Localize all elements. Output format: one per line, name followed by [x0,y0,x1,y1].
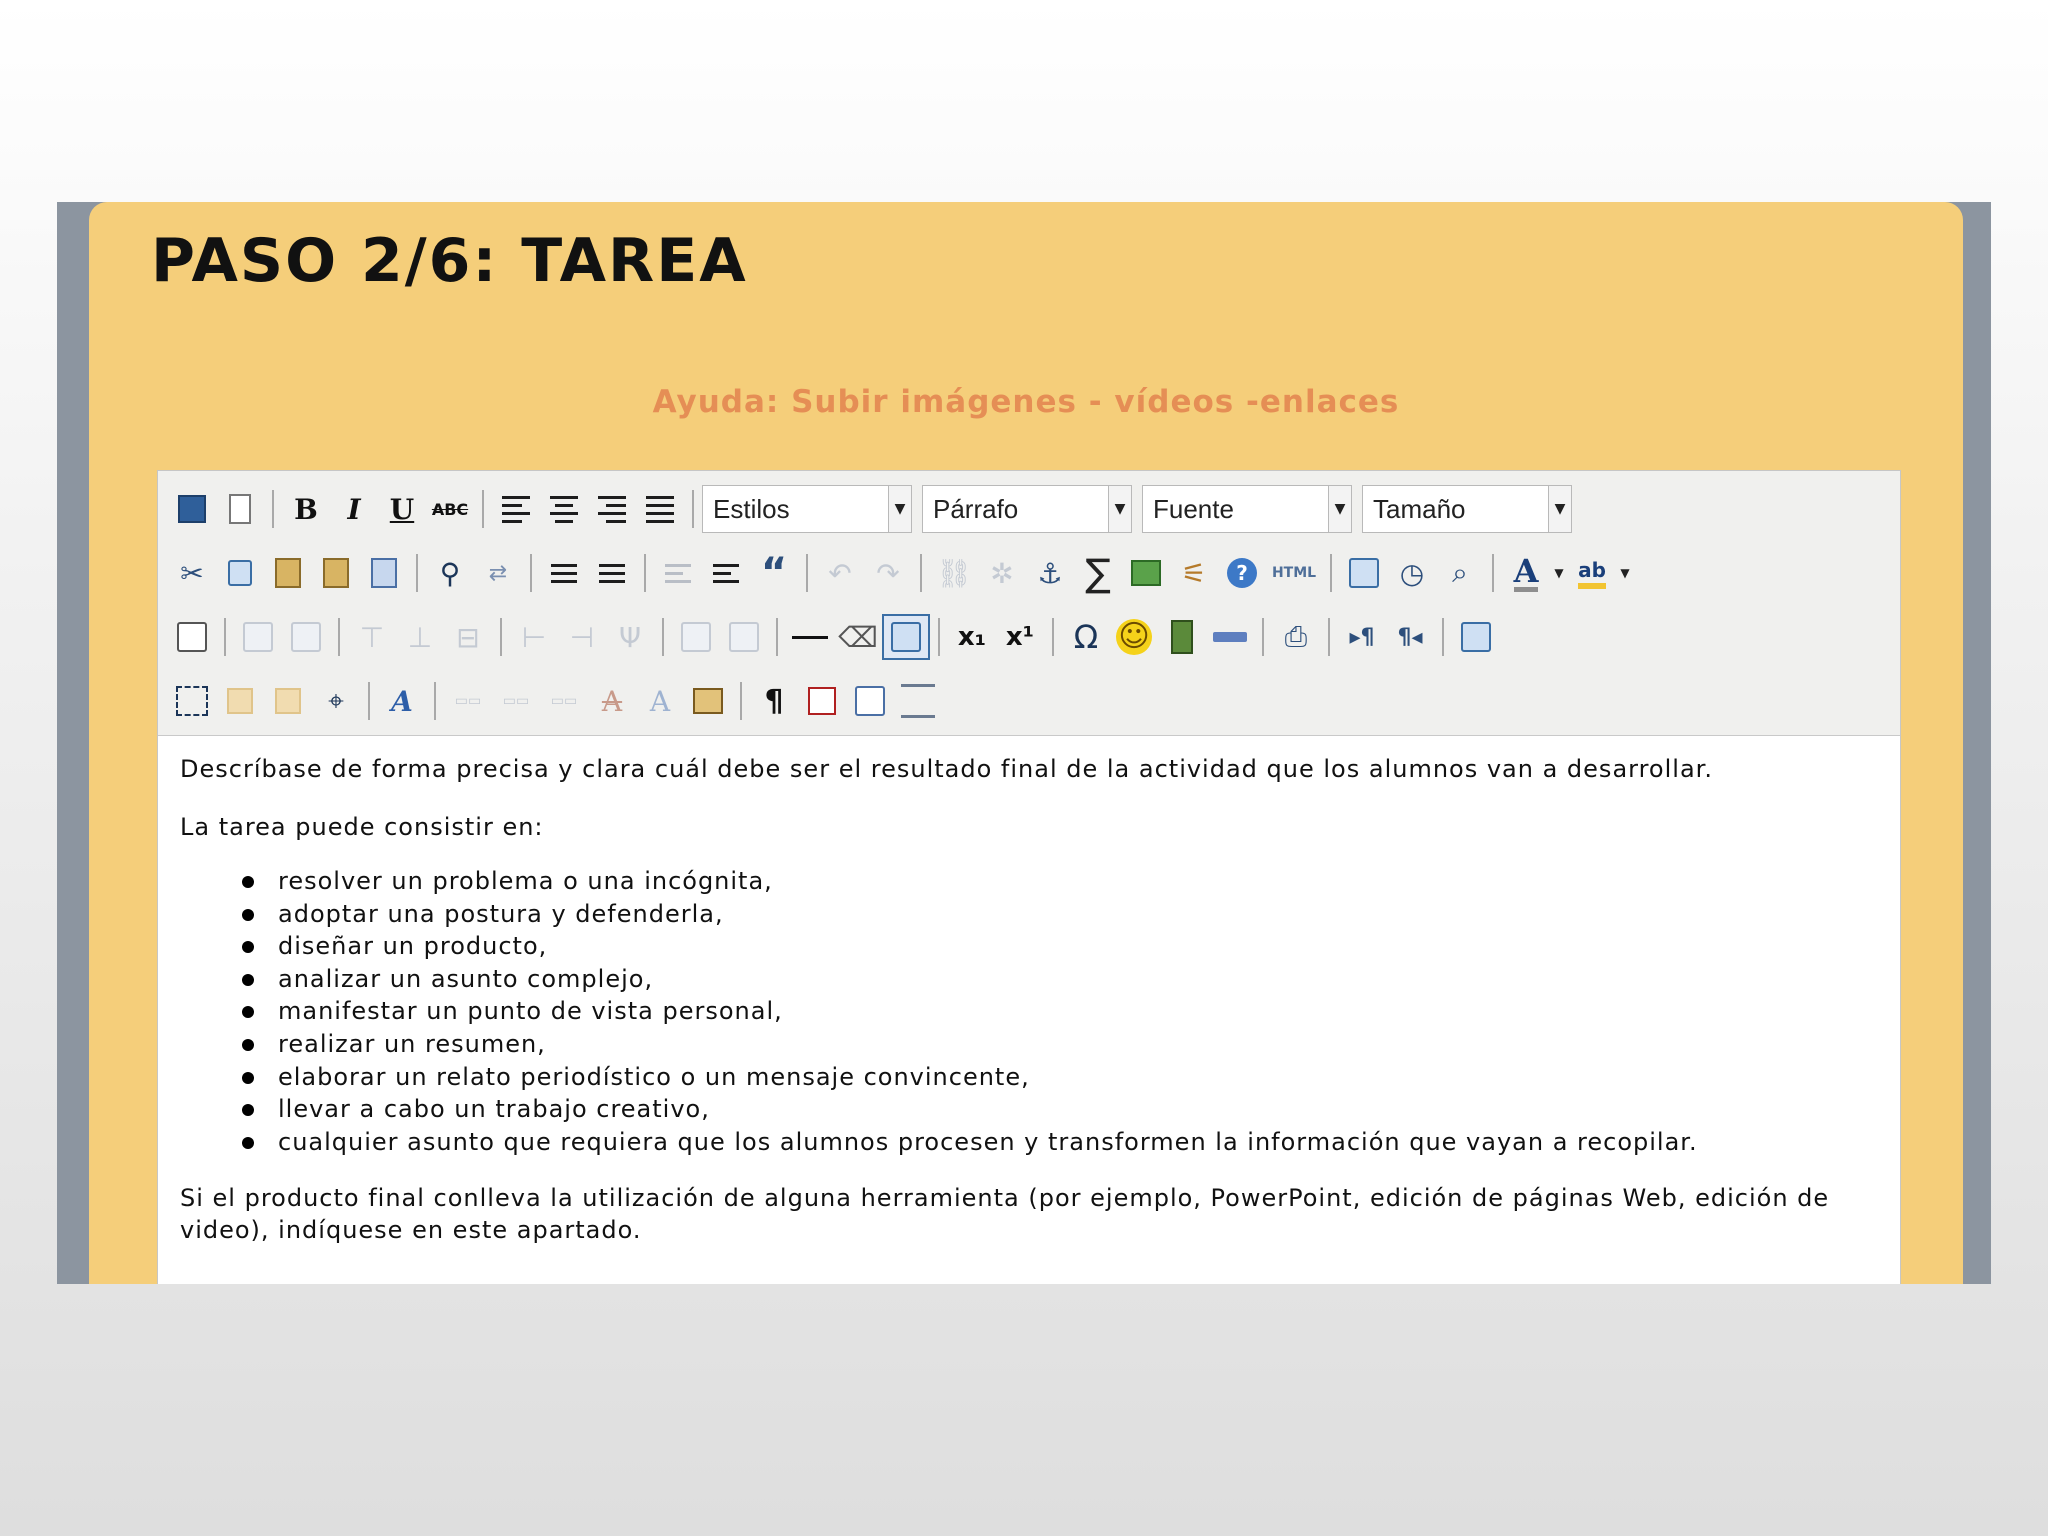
toolbar-separator [1492,554,1494,592]
merge-cells-button[interactable] [720,614,768,660]
horizontal-rule-button[interactable] [786,614,834,660]
chevron-down-icon: ▼ [1108,486,1131,532]
toolbar-separator [1330,554,1332,592]
bulleted-list-button[interactable] [540,550,588,596]
editor-toolbar [158,471,1900,736]
insert-time-button[interactable] [1388,550,1436,596]
toolbar-separator [662,618,664,656]
help-icon: ? [1227,558,1257,588]
edit-table-button[interactable] [168,614,216,660]
toolbar-row-2 [168,547,1634,599]
toolbar-separator [1052,618,1054,656]
chevron-down-icon: ▼ [1554,566,1564,580]
delete-row-icon: ⊟ [456,620,480,654]
col-before-button[interactable] [510,614,558,660]
save-icon [178,495,206,523]
ltr-icon: ▸¶ [1349,624,1375,650]
numbered-list-icon [599,564,625,583]
preview-button[interactable] [1436,550,1484,596]
delete-col-button[interactable] [606,614,654,660]
file-icon [855,686,885,716]
list-item: resolver un problema o una incógnita, [180,865,1880,898]
acronym-icon: ▭▭ [550,693,578,709]
link-icon: ⛓ [936,556,972,590]
styles-select-value: Estilos [713,494,790,524]
align-left-icon [502,496,530,523]
superscript-icon: x¹ [1005,622,1035,652]
help-link[interactable]: Ayuda: Subir imágenes - vídeos -enlaces [652,384,1400,420]
edit-icon [177,622,207,652]
smiley-icon: ☺ [1116,619,1152,655]
help-button[interactable] [1218,550,1266,596]
toolbar-separator [272,490,274,528]
toolbar-separator [416,554,418,592]
toolbar-separator [338,618,340,656]
style-props-button[interactable] [378,678,426,724]
paste-word-icon [371,558,397,588]
new-document-button[interactable] [216,486,264,532]
paste-button[interactable] [264,550,312,596]
abbreviation-icon: ▭▭ [502,693,530,709]
clock-icon: ◷ [1399,556,1425,590]
toolbar-separator [1328,618,1330,656]
toolbar-separator [644,554,646,592]
layer-icon [176,686,208,716]
undo-icon: ↶ [828,556,852,590]
cell-props-button[interactable] [282,614,330,660]
toolbar-row-1 [168,483,1582,535]
split-cells-icon [681,622,711,652]
printer-icon: ⎙ [1284,620,1308,653]
sigma-icon: ∑ [1085,551,1111,595]
intro-paragraph: Descríbase de forma precisa y clara cuál debe ser el resultado final de la actividad que los alumnos van a desarrollar. [180,755,1713,783]
omega-icon: Ω [1073,618,1099,656]
acronym-button[interactable] [540,678,588,724]
indent-icon [713,564,739,583]
styles-select[interactable] [702,485,912,533]
anchor-icon: ⚓ [1037,556,1063,590]
insertion-icon: A [649,684,671,718]
show-blocks-button[interactable] [750,678,798,724]
cite-icon: ▭▭ [454,693,482,709]
toolbar-separator [224,618,226,656]
blockquote-button[interactable] [750,550,798,596]
clipboard-icon [275,558,301,588]
replace-icon: ⇄ [488,560,508,586]
subscript-button[interactable] [948,614,996,660]
scissors-icon: ✂ [180,556,204,590]
font-select[interactable] [1142,485,1352,533]
list-item: realizar un resumen, [180,1028,1880,1061]
absolute-position-button[interactable] [312,678,360,724]
pilcrow-icon: ¶ [764,683,784,719]
insert-layer-button[interactable] [168,678,216,724]
rtl-icon: ¶◂ [1397,624,1423,650]
nbsp-icon [1213,632,1247,642]
attributes-button[interactable] [684,678,732,724]
link-button[interactable] [930,550,978,596]
numbered-list-button[interactable] [588,550,636,596]
list-item: cualquier asunto que requiera que los alumnos procesen y transformen la información que vayan a recopilar. [180,1126,1880,1159]
closing-paragraph: Si el producto final conlleva la utilización de alguna herramienta (por ejemplo, PowerPoint, edición de páginas Web, edición de video), indíquese en este apartado. [180,1184,1830,1245]
deletion-icon: A [601,684,623,718]
col-before-icon: ⊢ [521,620,547,654]
page-title: PASO 2/6: TAREA [151,226,748,296]
slide-frame [57,202,1991,1284]
table-cell-icon [291,622,321,652]
toolbar-separator [938,618,940,656]
font-color-icon: A [1513,551,1539,590]
preview-icon: ⌕ [1452,556,1468,589]
new-page-icon [229,494,251,524]
insert-date-button[interactable] [1340,550,1388,596]
size-select-value: Tamaño [1373,494,1466,524]
editor-content[interactable] [180,753,1880,1246]
insert-table-button[interactable] [882,614,930,660]
html-source-button[interactable] [1266,550,1322,596]
toolbar-separator [1262,618,1264,656]
chevron-down-icon: ▼ [1328,486,1351,532]
remove-format-button[interactable] [834,614,882,660]
subscript-icon: x₁ [957,622,987,652]
align-justify-icon [646,496,674,523]
redo-icon: ↷ [876,556,900,590]
align-right-icon [598,496,626,523]
replace-button[interactable] [474,550,522,596]
toolbar-separator [434,682,436,720]
fullscreen-button[interactable] [1452,614,1500,660]
move-backward-button[interactable] [264,678,312,724]
toolbar-row-4 [168,675,942,727]
chevron-down-icon: ▼ [888,486,911,532]
bold-icon: B [294,492,318,526]
task-list [180,865,1880,1158]
unlink-button[interactable] [978,550,1026,596]
align-center-icon [550,496,578,523]
paste-text-icon [323,558,349,588]
insert-image-button[interactable] [1122,550,1170,596]
math-button[interactable] [1074,550,1122,596]
copy-icon [228,560,252,586]
merge-cells-icon [729,622,759,652]
non-breaking-space-button[interactable] [1206,614,1254,660]
row-props-button[interactable] [234,614,282,660]
attributes-icon [693,688,723,714]
format-select-value: Párrafo [933,494,1019,524]
align-right-button[interactable] [588,486,636,532]
fullscreen-icon [1461,622,1491,652]
step-panel [89,202,1963,1284]
delete-col-icon: Ψ [618,620,642,654]
style-props-icon: A [391,684,413,718]
toolbar-separator [482,490,484,528]
toolbar-separator [368,682,370,720]
delete-row-button[interactable] [444,614,492,660]
toolbar-separator [692,490,694,528]
template-button[interactable] [798,678,846,724]
bold-button[interactable] [282,486,330,532]
format-select[interactable] [922,485,1132,533]
paste-word-button[interactable] [360,550,408,596]
ltr-button[interactable] [1338,614,1386,660]
move-forward-icon [227,688,253,714]
rich-text-editor [157,470,1901,1284]
toolbar-separator [806,554,808,592]
anchor-button[interactable] [1026,550,1074,596]
split-cells-button[interactable] [672,614,720,660]
binoculars-icon: ⚲ [439,556,461,590]
find-button[interactable] [426,550,474,596]
col-after-icon: ⊣ [569,620,595,654]
align-center-button[interactable] [540,486,588,532]
page-break-icon [901,684,935,718]
save-button[interactable] [168,486,216,532]
font-select-value: Fuente [1153,494,1234,524]
outdent-icon [665,564,691,583]
absolute-icon: ⌖ [328,684,344,717]
copy-button[interactable] [216,550,264,596]
toolbar-separator [920,554,922,592]
font-color-dropdown[interactable] [1550,550,1568,596]
paste-text-button[interactable] [312,550,360,596]
row-before-icon: ⊤ [359,620,385,654]
lead-paragraph: La tarea puede consistir en: [180,813,544,841]
unlink-icon: ✲ [990,556,1014,590]
toolbar-separator [776,618,778,656]
eraser-icon: ⌫ [838,620,878,654]
move-forward-button[interactable] [216,678,264,724]
insert-file-button[interactable] [846,678,894,724]
superscript-button[interactable] [996,614,1044,660]
list-item: analizar un asunto complejo, [180,963,1880,996]
quote-icon: “ [760,550,788,596]
italic-button[interactable] [330,486,378,532]
list-item: adoptar una postura y defenderla, [180,898,1880,931]
insertion-button[interactable] [636,678,684,724]
align-left-button[interactable] [492,486,540,532]
row-after-button[interactable] [396,614,444,660]
strikethrough-icon: ABC [431,499,469,519]
highlight-color-button[interactable] [1568,550,1616,596]
abbreviation-button[interactable] [492,678,540,724]
underline-icon: U [389,492,415,526]
highlight-color-icon: ab [1578,557,1606,589]
chevron-down-icon: ▼ [1620,566,1630,580]
broom-icon: ⚟ [1181,556,1207,590]
table-icon [891,622,921,652]
list-item: elaborar un relato periodístico o un mensaje convincente, [180,1061,1880,1094]
toolbar-separator [500,618,502,656]
underline-button[interactable] [378,486,426,532]
insert-media-button[interactable] [1158,614,1206,660]
toolbar-separator [740,682,742,720]
redo-button[interactable] [864,550,912,596]
cleanup-button[interactable] [1170,550,1218,596]
list-item: llevar a cabo un trabajo creativo, [180,1093,1880,1126]
strikethrough-button[interactable] [426,486,474,532]
calendar-icon [1349,558,1379,588]
special-char-button[interactable] [1062,614,1110,660]
highlight-color-dropdown[interactable] [1616,550,1634,596]
bulleted-list-icon [551,564,577,583]
print-button[interactable] [1272,614,1320,660]
emoticon-button[interactable] [1110,614,1158,660]
template-icon [808,687,836,715]
row-before-button[interactable] [348,614,396,660]
cut-button[interactable] [168,550,216,596]
move-backward-icon [275,688,301,714]
font-color-button[interactable] [1502,550,1550,596]
col-after-button[interactable] [558,614,606,660]
indent-button[interactable] [702,550,750,596]
outdent-button[interactable] [654,550,702,596]
row-after-icon: ⊥ [407,620,433,654]
horizontal-rule-icon [792,636,828,639]
undo-button[interactable] [816,550,864,596]
toolbar-separator [1442,618,1444,656]
toolbar-separator [530,554,532,592]
toolbar-row-3 [168,611,1500,663]
italic-icon: I [347,492,361,526]
table-row-icon [243,622,273,652]
align-justify-button[interactable] [636,486,684,532]
list-item: manifestar un punto de vista personal, [180,995,1880,1028]
list-item: diseñar un producto, [180,930,1880,963]
deletion-button[interactable] [588,678,636,724]
cite-button[interactable] [444,678,492,724]
page-break-button[interactable] [894,678,942,724]
film-icon [1171,620,1193,654]
chevron-down-icon: ▼ [1548,486,1571,532]
html-icon: HTML [1271,565,1317,581]
image-icon [1131,560,1161,586]
size-select[interactable] [1362,485,1572,533]
rtl-button[interactable] [1386,614,1434,660]
